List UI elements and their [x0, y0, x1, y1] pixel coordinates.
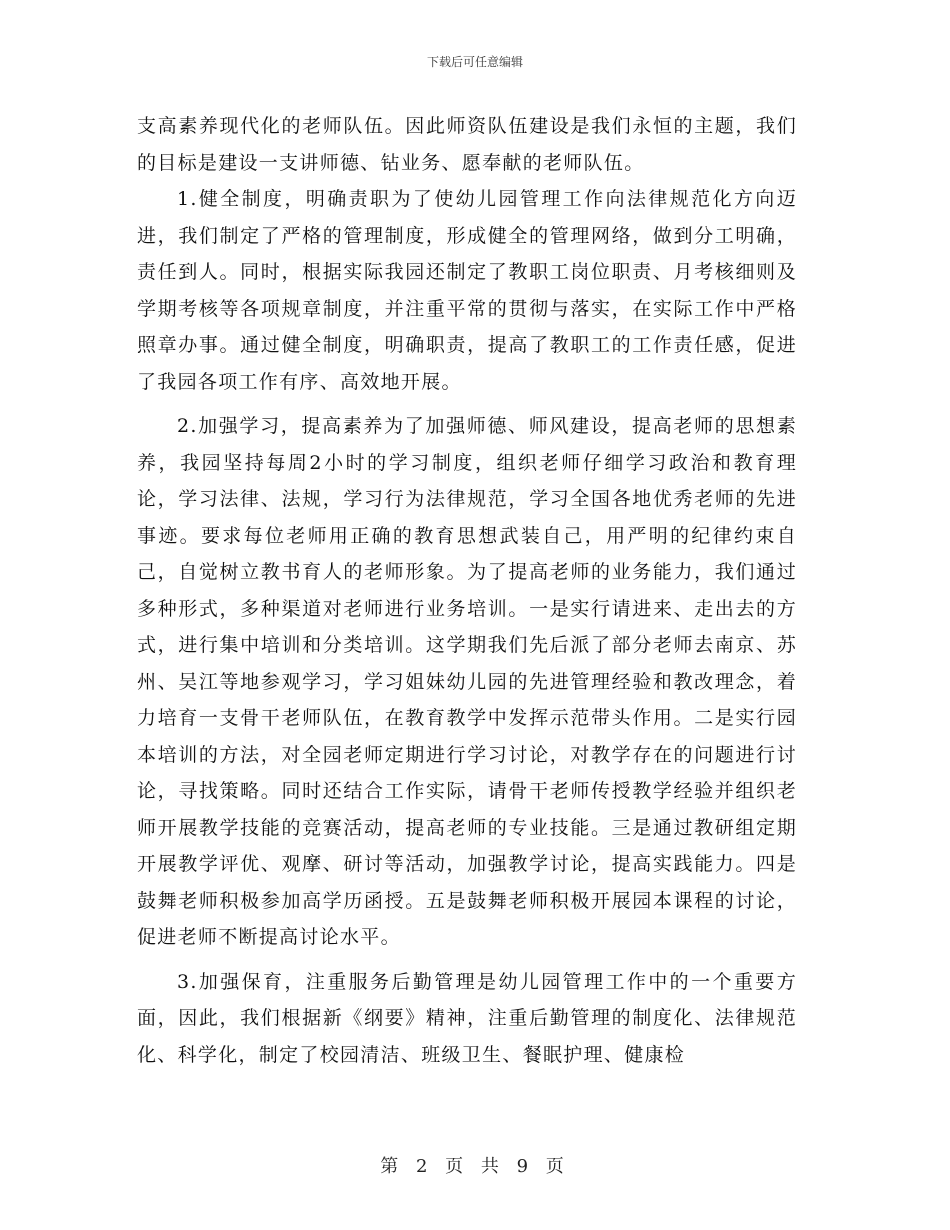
- paragraph-item-2: 2.加强学习，提高素养为了加强师德、师风建设，提高老师的思想素养，我园坚持每周2小时的学习制度，组织老师仔细学习政治和教育理论，学习法律、法规，学习行为法律规范，学习全国各地优秀老师的先进事迹。要求每位老师用正确的教育思想武装自己，用严明的纪律约束自己，自觉树立教书育人的老师形象。为了提高老师的业务能力，我们通过多种形式，多种渠道对老师进行业务培训。一是实行请进来、走出去的方式，进行集中培训和分类培训。这学期我们先后派了部分老师去南京、苏州、吴江等地参观学习，学习姐妹幼儿园的先进管理经验和教改理念，着力培育一支骨干老师队伍，在教育教学中发挥示范带头作用。二是实行园本培训的方法，对全园老师定期进行学习讨论，对教学存在的问题进行讨论，寻找策略。同时还结合工作实际，请骨干老师传授教学经验并组织老师开展教学技能的竞赛活动，提高老师的专业技能。三是通过教研组定期开展教学评优、观摩、研讨等活动，加强教学讨论，提高实践能力。四是鼓舞老师积极参加高学历函授。五是鼓舞老师积极开展园本课程的讨论，促进老师不断提高讨论水平。: [137, 415, 797, 948]
- page-header: 下载后可任意编辑: [426, 55, 523, 69]
- paragraph-item-1: 1.健全制度，明确责职为了使幼儿园管理工作向法律规范化方向迈进，我们制定了严格的管理制度，形成健全的管理网络，做到分工明确，责任到人。同时，根据实际我园还制定了教职工岗位职责、月考核细则及学期考核等各项规章制度，并注重平常的贯彻与落实，在实际工作中严格照章办事。通过健全制度，明确职责，提高了教职工的工作责任感，促进了我园各项工作有序、高效地开展。: [137, 188, 797, 393]
- document-body: [137, 108, 797, 1073]
- page-footer: 第 2 页 共 9 页: [380, 1156, 570, 1177]
- paragraph-continuation: 支高素养现代化的老师队伍。因此师资队伍建设是我们永恒的主题，我们的目标是建设一支讲师德、钻业务、愿奉献的老师队伍。: [137, 115, 797, 174]
- paragraph-item-3: 3.加强保育，注重服务后勤管理是幼儿园管理工作中的一个重要方面，因此，我们根据新《纲要》精神，注重后勤管理的制度化、法律规范化、科学化，制定了校园清洁、班级卫生、餐眠护理、健康检: [137, 970, 797, 1066]
